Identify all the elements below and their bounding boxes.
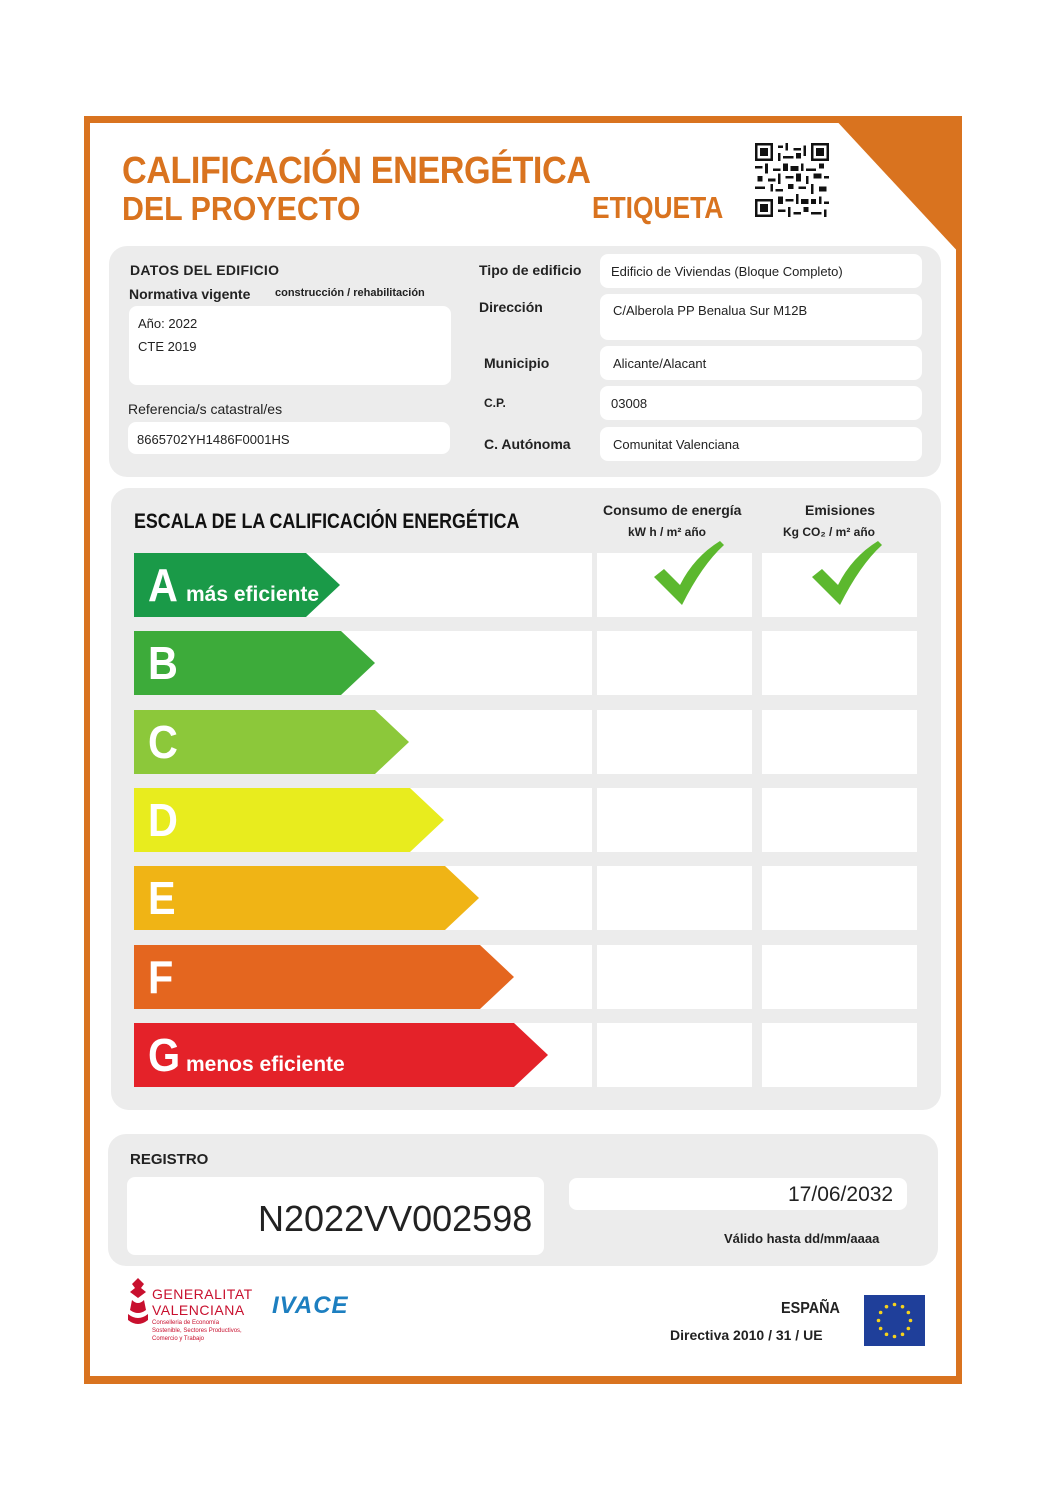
- eu-flag-icon: [864, 1295, 925, 1346]
- field-label-municipio: Municipio: [484, 355, 550, 371]
- eu-star-icon: [885, 1333, 889, 1337]
- field-value-cp: 03008: [611, 396, 648, 411]
- energy-class-arrow-e: [134, 866, 479, 930]
- eu-star-icon: [907, 1327, 911, 1331]
- emisiones-cell-g: [762, 1023, 917, 1087]
- building-section-title: DATOS DEL EDIFICIO: [130, 262, 280, 278]
- generalitat-crest-icon: [124, 1276, 152, 1332]
- energy-class-letter: E: [148, 872, 176, 924]
- generalitat-sub-3: Comercio y Trabajo: [152, 1336, 205, 1342]
- energy-class-sub: más eficiente: [186, 583, 320, 606]
- registro-label: REGISTRO: [130, 1151, 209, 1168]
- energy-class-letter: C: [148, 716, 178, 768]
- generalitat-line-1: GENERALITAT: [152, 1286, 253, 1302]
- field-label-direccion: Dirección: [479, 299, 543, 315]
- consumo-check-icon: [650, 539, 730, 609]
- consumo-cell-e: [597, 866, 752, 930]
- emisiones-cell-b: [762, 631, 917, 695]
- consumo-cell-g: [597, 1023, 752, 1087]
- energy-class-letter: A: [148, 559, 178, 611]
- field-label-cp: C.P.: [484, 396, 506, 410]
- energy-class-letter: D: [148, 794, 178, 846]
- eu-star-icon: [901, 1333, 905, 1337]
- eu-star-icon: [885, 1305, 889, 1309]
- directive-label: Directiva 2010 / 31 / UE: [670, 1327, 823, 1343]
- title-line-2: DEL PROYECTO: [122, 190, 361, 227]
- field-label-autonoma: C. Autónoma: [484, 436, 571, 452]
- eu-star-icon: [907, 1311, 911, 1315]
- consumo-cell-b: [597, 631, 752, 695]
- field-value-tipo: Edificio de Viviendas (Bloque Completo): [611, 264, 843, 279]
- eu-star-icon: [893, 1335, 897, 1339]
- consumo-unit: kW h / m² año: [628, 525, 706, 539]
- emisiones-header: Emisiones: [805, 502, 876, 518]
- eu-star-icon: [879, 1311, 883, 1315]
- eu-star-icon: [909, 1319, 913, 1323]
- energy-class-letter: G: [148, 1029, 181, 1081]
- generalitat-line-2: VALENCIANA: [152, 1302, 245, 1318]
- consumo-cell-c: [597, 710, 752, 774]
- emisiones-check-icon: [808, 539, 888, 609]
- field-value-municipio: Alicante/Alacant: [613, 356, 707, 371]
- energy-class-arrow-c: [134, 710, 409, 774]
- etiqueta-label: ETIQUETA: [592, 190, 724, 225]
- registro-number: N2022VV002598: [258, 1198, 533, 1239]
- energy-class-letter: F: [148, 951, 174, 1003]
- normativa-label: Normativa vigente: [129, 286, 251, 302]
- energy-class-arrow-g: [134, 1023, 548, 1087]
- consumo-cell-d: [597, 788, 752, 852]
- energy-class-arrow-b: [134, 631, 375, 695]
- emisiones-cell-f: [762, 945, 917, 1009]
- energy-class-arrow-a: [134, 553, 340, 617]
- energy-class-arrow-f: [134, 945, 514, 1009]
- ivace-logo: IVACE: [272, 1292, 349, 1319]
- energy-class-letter: B: [148, 637, 178, 689]
- generalitat-sub-1: Conselleria de Economía: [152, 1320, 220, 1326]
- scale-title: ESCALA DE LA CALIFICACIÓN ENERGÉTICA: [134, 510, 520, 533]
- cadastral-label: Referencia/s catastral/es: [128, 401, 283, 417]
- qr-code-icon: [755, 143, 829, 217]
- valid-label: Válido hasta dd/mm/aaaa: [724, 1231, 880, 1246]
- valid-date: 17/06/2032: [788, 1183, 894, 1206]
- field-label-tipo: Tipo de edificio: [479, 262, 582, 278]
- country-label: ESPAÑA: [781, 1300, 840, 1317]
- consumo-header: Consumo de energía: [603, 502, 742, 518]
- emisiones-cell-d: [762, 788, 917, 852]
- cadastral-value: 8665702YH1486F0001HS: [137, 432, 290, 447]
- corner-triangle: [832, 116, 962, 256]
- title-line-1: CALIFICACIÓN ENERGÉTICA: [122, 150, 591, 192]
- field-value-autonoma: Comunitat Valenciana: [613, 437, 740, 452]
- normativa-sub: construcción / rehabilitación: [275, 287, 425, 299]
- normativa-code: CTE 2019: [138, 339, 197, 354]
- eu-star-icon: [893, 1303, 897, 1307]
- generalitat-sub-2: Sostenible, Sectores Productivos,: [152, 1328, 242, 1334]
- eu-star-icon: [877, 1319, 881, 1323]
- energy-class-arrow-d: [134, 788, 444, 852]
- emisiones-cell-e: [762, 866, 917, 930]
- eu-star-icon: [901, 1305, 905, 1309]
- emisiones-cell-c: [762, 710, 917, 774]
- field-box-cp: [600, 386, 922, 420]
- energy-class-sub: menos eficiente: [186, 1053, 345, 1076]
- eu-star-icon: [879, 1327, 883, 1331]
- field-value-direccion: C/Alberola PP Benalua Sur M12B: [613, 303, 808, 318]
- normativa-year: Año: 2022: [138, 316, 198, 331]
- emisiones-unit: Kg CO₂ / m² año: [783, 525, 875, 539]
- consumo-cell-f: [597, 945, 752, 1009]
